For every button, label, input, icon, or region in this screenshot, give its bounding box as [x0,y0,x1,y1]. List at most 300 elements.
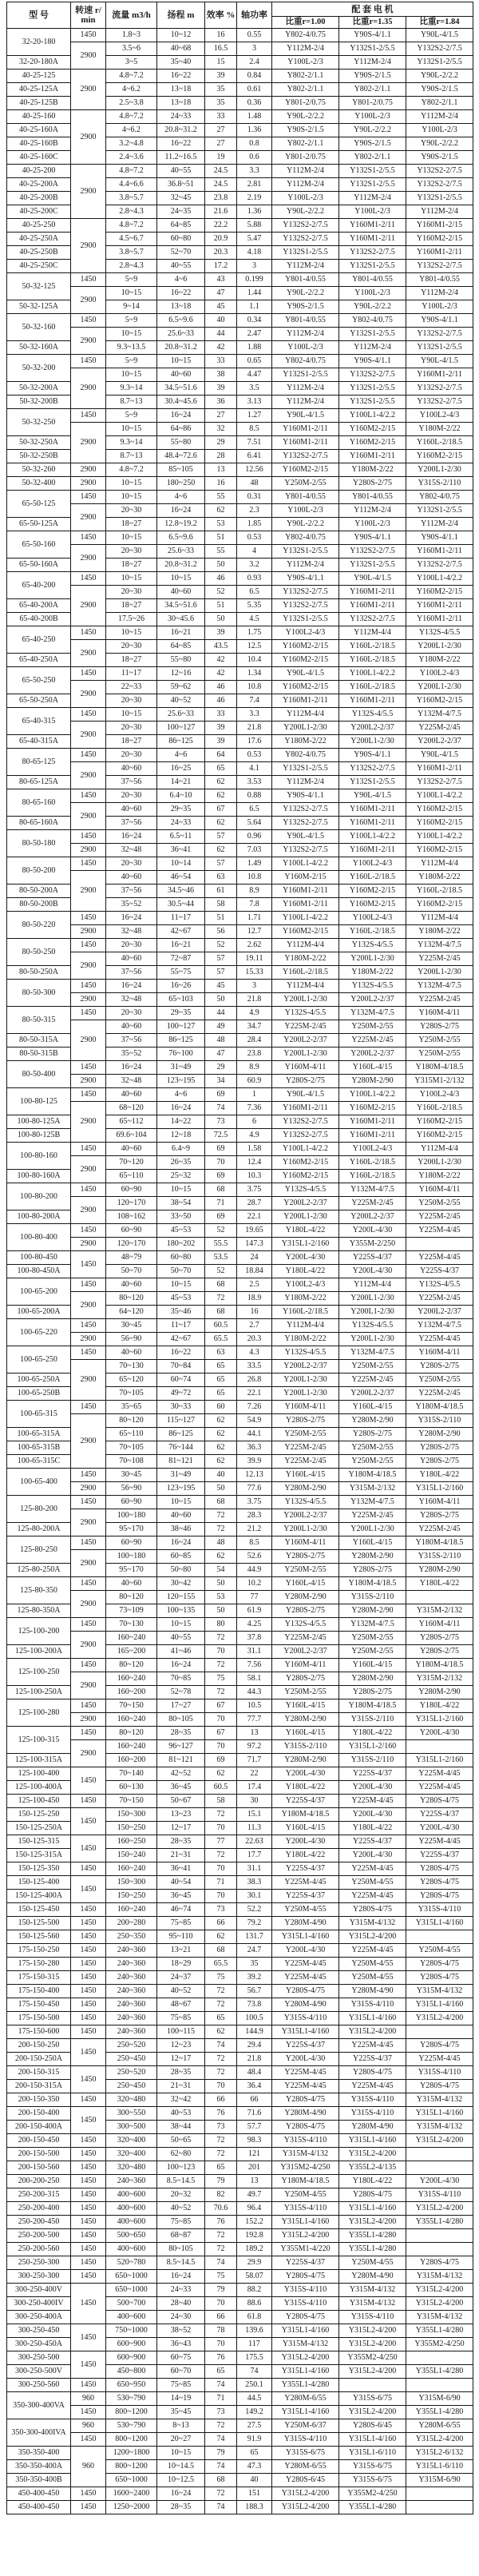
table-row [7,2487,473,2501]
cell-motor-sg100: Y160M2-2/15 [272,654,339,667]
cell-motor-sg184: Y801-4/0.55 [406,273,473,287]
cell-head: 36~41 [157,1862,205,1876]
cell-efficiency: 72 [205,2066,237,2080]
cell-motor-sg100: Y112M-4/4 [272,980,339,993]
cell-head: 25.6~33 [157,708,205,722]
cell-flow: 4~6.2 [106,83,157,97]
cell-speed: 1450 [71,2134,106,2148]
cell-efficiency: 38 [205,368,237,382]
cell-head: 48~67 [157,1998,205,2012]
cell-efficiency: 52 [205,1224,237,1238]
cell-flow: 30~45 [106,1319,157,1333]
cell-head: 100~127 [157,722,205,735]
table-row [7,2148,473,2161]
cell-model: 200-200-250 [7,2175,71,2188]
cell-flow: 108~162 [106,1210,157,1224]
cell-flow: 400~600 [106,2311,157,2324]
cell-head: 35~46 [157,1306,205,1319]
cell-flow: 35~65 [106,1401,157,1414]
cell-head: 46~54 [157,871,205,885]
table-row [7,110,473,124]
table-row [7,1007,473,1020]
cell-motor-sg184: Y315S-2/110 [406,477,473,491]
cell-model: 250-200-450 [7,2216,71,2229]
cell-shaft-power: 10.2 [237,1577,272,1591]
cell-motor-sg135: Y90S-4/1.1 [339,531,406,545]
cell-motor-sg184: Y315S-2/110 [406,1550,473,1564]
cell-speed: 1450 [71,2188,106,2202]
table-row [7,762,473,776]
cell-shaft-power: 15.33 [237,966,272,980]
cell-efficiency: 51 [205,531,237,545]
cell-efficiency: 28 [205,450,237,463]
table-row [7,681,473,694]
cell-motor-sg100: Y225S-4/37 [272,1862,339,1876]
cell-model: 80-50-400 [7,1061,71,1088]
cell-model: 125-80-200A [7,1523,71,1536]
cell-efficiency: 72 [205,1998,237,2012]
cell-motor-sg135: Y225M-2/45 [339,1373,406,1387]
table-row [7,939,473,952]
cell-head: 16~24 [157,409,205,423]
cell-speed: 1450 [71,2284,106,2324]
cell-speed: 1450 [71,1577,106,1591]
cell-flow: 2.5~3.8 [106,97,157,110]
cell-motor-sg135: Y112M-2/4 [339,56,406,70]
cell-shaft-power: 61.8 [237,2311,272,2324]
cell-shaft-power: 3 [237,980,272,993]
cell-motor-sg184: Y160L-2/18.5 [406,885,473,898]
cell-efficiency: 51 [205,912,237,925]
cell-motor-sg100: Y315S-4/110 [272,2284,339,2297]
cell-motor-sg100: Y802-4/0.75 [272,749,339,762]
cell-model: 125-100-250A [7,1686,71,1699]
cell-flow: 60~90 [106,1183,157,1197]
cell-motor-sg135: Y355M-2/250 [339,1238,406,1251]
cell-flow: 20~30 [106,789,157,803]
cell-speed: 1450 [71,1699,106,1713]
cell-head: 6.4~9 [157,1143,205,1156]
cell-efficiency: 68 [205,2474,237,2487]
table-row [7,2216,473,2229]
table-row [7,1143,473,1156]
cell-flow: 10~15 [106,572,157,586]
cell-flow: 3.5~6 [106,42,157,56]
cell-flow: 65~110 [106,1428,157,1441]
cell-flow: 165~200 [106,1645,157,1659]
table-row [7,2270,473,2284]
cell-flow: 650~1000 [106,2284,157,2297]
cell-head: 76~100 [157,1047,205,1061]
cell-motor-sg100: Y180L-4/22 [272,1781,339,1795]
cell-efficiency: 74 [205,1102,237,1115]
cell-motor-sg100: Y160L-4/15 [272,1727,339,1740]
col-header-model: 型 号 [7,2,71,29]
cell-model: 100-80-450A [7,1265,71,1278]
cell-speed: 1450 [71,1944,106,1958]
cell-motor-sg184: Y315L2-6/132 [406,2447,473,2460]
cell-motor-sg100: Y315S-4/110 [272,2012,339,2025]
cell-motor-sg100: Y112M-4/4 [272,1319,339,1333]
cell-flow: 60~90 [106,1224,157,1238]
cell-motor-sg100: Y225M-2/45 [272,1020,339,1034]
table-row [7,1061,473,1075]
cell-shaft-power: 44.1 [237,1428,272,1441]
cell-motor-sg100: Y200L-4/30 [272,1944,339,1958]
cell-shaft-power: 12.4 [237,1156,272,1170]
cell-flow: 320~400 [106,2148,157,2161]
cell-motor-sg135: Y132M-4/7.5 [339,1346,406,1360]
cell-flow: 240~360 [106,1998,157,2012]
cell-motor-sg184: Y160M1-2/11 [406,545,473,559]
cell-head: 100~135 [157,1604,205,1618]
cell-head: 50~67 [157,1795,205,1808]
cell-motor-sg100: Y250M-4/55 [272,1903,339,1917]
cell-flow: 40~60 [106,1577,157,1591]
cell-shaft-power: 24.7 [237,1944,272,1958]
cell-head: 60~75 [157,2351,205,2365]
cell-motor-sg135: Y160M1-2/11 [339,599,406,613]
cell-model: 80-65-160 [7,789,71,817]
cell-shaft-power: 31.1 [237,1862,272,1876]
cell-efficiency: 39 [205,382,237,396]
cell-motor-sg184: Y355M2-4/250 [406,2338,473,2351]
cell-shaft-power: 188.3 [237,2501,272,2514]
cell-motor-sg100: Y160M2-2/15 [272,1170,339,1183]
cell-motor-sg100: Y160L-4/15 [272,1577,339,1591]
cell-efficiency: 50 [205,1482,237,1496]
cell-head: 59~62 [157,681,205,694]
cell-motor-sg135: Y160M1-2/11 [339,694,406,708]
cell-head: 60~70 [157,2365,205,2379]
cell-flow: 200~280 [106,1917,157,1930]
cell-flow: 32~48 [106,1075,157,1088]
cell-motor-sg184: Y315M-4/132 [406,2270,473,2284]
cell-motor-sg100: Y112M-2/4 [272,776,339,789]
cell-flow: 160~240 [106,1672,157,1686]
cell-motor-sg135: Y280S-4/75 [339,2066,406,2080]
cell-model: 300-250-300 [7,2270,71,2284]
cell-efficiency: 77 [205,1835,237,1849]
cell-speed: 1450 [71,355,106,368]
cell-head: 86~125 [157,1428,205,1441]
cell-flow: 70~130 [106,1618,157,1632]
pump-spec-table [6,2,473,2514]
cell-motor-sg100: Y315M-4/132 [272,2148,339,2161]
table-row [7,980,473,993]
table-row [7,1469,473,1482]
cell-model: 65-40-250 [7,626,71,654]
cell-shaft-power: 1.85 [237,518,272,531]
cell-model: 50-32-400 [7,477,71,491]
cell-flow: 160~240 [106,1862,157,1876]
cell-motor-sg100: Y280S-6/45 [272,2474,339,2487]
cell-flow: 80~120 [106,1727,157,1740]
cell-flow: 240~360 [106,1958,157,1971]
cell-model: 300-250-450A [7,2338,71,2351]
cell-speed: 1450 [71,2066,106,2093]
cell-speed: 2900 [71,1672,106,1699]
cell-flow: 530~790 [106,2419,157,2433]
cell-head: 115~127 [157,1414,205,1428]
cell-head: 38~44 [157,2121,205,2134]
cell-shaft-power: 48.4 [237,2066,272,2080]
cell-shaft-power: 1.27 [237,409,272,423]
cell-motor-sg184: Y132S2-2/7.5 [406,559,473,572]
cell-shaft-power: 28.4 [237,1034,272,1047]
cell-head: 10~15 [157,572,205,586]
cell-motor-sg100: Y160M1-2/11 [272,1102,339,1115]
cell-speed: 1450 [71,1985,106,1998]
cell-motor-sg100: Y315S-4/110 [272,2433,339,2447]
cell-motor-sg184: Y315S-2/110 [406,1414,473,1428]
cell-flow: 11~17 [106,667,157,681]
table-row [7,1591,473,1604]
cell-speed: 1450 [71,2487,106,2501]
cell-speed: 1450 [71,2379,106,2392]
cell-flow: 1600~2400 [106,2487,157,2501]
cell-shaft-power: 1.71 [237,912,272,925]
cell-efficiency: 60.5 [205,1319,237,1333]
cell-motor-sg184: Y225M-4/45 [406,1781,473,1795]
cell-motor-sg135: Y225M-4/45 [339,1862,406,1876]
cell-motor-sg100: Y132S2-2/7.5 [272,1115,339,1129]
cell-model: 350-350-400B [7,2474,71,2487]
cell-model: 50-32-160A [7,341,71,355]
cell-model: 450-400-450 [7,2501,71,2514]
cell-model: 125-100-400 [7,1767,71,1781]
table-row [7,368,473,382]
cell-motor-sg100: Y200L-4/30 [272,1835,339,1849]
cell-flow: 20~30 [106,939,157,952]
cell-flow: 37~56 [106,966,157,980]
table-header [7,2,473,29]
cell-motor-sg100: Y280S-2/75 [272,1414,339,1428]
cell-speed: 1450 [71,2351,106,2379]
cell-flow: 10~15 [106,477,157,491]
cell-shaft-power: 0.8 [237,137,272,151]
cell-head: 24~33 [157,817,205,830]
cell-shaft-power: 52.6 [237,1550,272,1564]
cell-head: 100~115 [157,2025,205,2039]
cell-head: 40~55 [157,165,205,178]
cell-head: 75~85 [157,2012,205,2025]
table-row [7,2134,473,2148]
cell-shaft-power: 1.44 [237,287,272,300]
cell-speed: 2900 [71,1075,106,1088]
cell-flow: 650~950 [106,2379,157,2392]
table-row [7,314,473,328]
cell-efficiency: 69 [205,1143,237,1156]
cell-head: 62~80 [157,2148,205,2161]
cell-head: 64~86 [157,423,205,436]
cell-efficiency: 73 [205,2406,237,2419]
cell-motor-sg100: Y280S-2/75 [272,1550,339,1564]
cell-speed: 2900 [71,871,106,912]
cell-efficiency: 19 [205,151,237,165]
cell-motor-sg135: Y280M-2/90 [339,1075,406,1088]
cell-motor-sg184: Y280S-4/75 [406,2039,473,2053]
cell-shaft-power: 88.2 [237,2284,272,2297]
cell-motor-sg135: Y132S-4/5.5 [339,1319,406,1333]
cell-motor-sg135: Y200L-4/30 [339,1781,406,1795]
cell-motor-sg135: Y315L1-4/160 [339,2012,406,2025]
cell-head: 28~35 [157,1727,205,1740]
cell-motor-sg100: Y802-4/0.75 [272,29,339,42]
cell-head: 81~121 [157,1754,205,1767]
cell-shaft-power: 4.5 [237,613,272,626]
col-header-motor-sg184: 比重r=1.84 [406,17,473,29]
cell-flow: 8.7~13 [106,396,157,409]
cell-motor-sg135: Y315L2-4/200 [339,2365,406,2379]
cell-efficiency: 44 [205,328,237,341]
cell-efficiency: 70 [205,1713,237,1727]
cell-motor-sg100: Y90S-2/1.5 [272,124,339,137]
cell-efficiency: 53.5 [205,1251,237,1265]
table-row [7,2161,473,2175]
cell-motor-sg135: Y315S-2/110 [339,1754,406,1767]
table-row [7,1550,473,1564]
cell-motor-sg184: Y315M-4/132 [406,2311,473,2324]
cell-motor-sg135: Y225M-4/45 [339,1890,406,1903]
cell-head: 85~105 [157,463,205,477]
cell-motor-sg184: Y132M-4/7.5 [406,980,473,993]
cell-motor-sg184: Y200L-4/30 [406,2175,473,2188]
cell-motor-sg184: Y250M-2/55 [406,1047,473,1061]
cell-head: 34.5~51.6 [157,382,205,396]
cell-motor-sg135: Y250M-4/55 [339,1876,406,1890]
cell-efficiency: 29 [205,1061,237,1075]
cell-shaft-power: 40 [237,2474,272,2487]
table-row [7,165,473,178]
cell-flow: 40~60 [106,1346,157,1360]
cell-head: 16~24 [157,1659,205,1672]
cell-shaft-power: 2.4 [237,56,272,70]
cell-motor-sg100: Y280M-6/55 [272,2460,339,2474]
cell-efficiency: 71 [205,1876,237,1890]
cell-head: 55~80 [157,654,205,667]
cell-motor-sg184: Y355L1-4/280 [406,2324,473,2338]
cell-flow: 240~360 [106,2025,157,2039]
cell-motor-sg135: Y160L-4/15 [339,1061,406,1075]
cell-motor-sg135: Y160L-4/15 [339,1401,406,1414]
cell-motor-sg135: Y132M-4/7.5 [339,1007,406,1020]
cell-motor-sg100: Y280M-2/90 [272,1713,339,1727]
cell-motor-sg184: Y90L-2/2.2 [406,70,473,83]
cell-shaft-power: 4.47 [237,368,272,382]
cell-head: 38~46 [157,1523,205,1536]
cell-motor-sg184: Y160M1-2/15 [406,219,473,233]
cell-flow: 240~360 [106,1944,157,1958]
cell-shaft-power: 0.55 [237,29,272,42]
cell-motor-sg100: Y225S-4/37 [272,1795,339,1808]
cell-model: 100-65-315 [7,1401,71,1428]
cell-flow: 240~360 [106,1971,157,1985]
table-row [7,1795,473,1808]
cell-speed: 1450 [71,1767,106,1795]
cell-flow: 18~27 [106,559,157,572]
cell-efficiency: 79 [205,2284,237,2297]
cell-motor-sg184: Y280M-6/55 [406,2419,473,2433]
cell-flow: 9~14 [106,300,157,314]
cell-motor-sg100: Y132S2-2/7.5 [272,599,339,613]
cell-model: 65-40-200A [7,599,71,613]
cell-motor-sg184: Y280S-2/75 [406,1441,473,1455]
cell-head: 36~45 [157,1890,205,1903]
cell-head: 29~35 [157,1007,205,1020]
cell-shaft-power: 33.5 [237,1360,272,1373]
cell-model: 80-65-125 [7,749,71,776]
cell-shaft-power: 54.9 [237,1414,272,1428]
cell-head: 42~67 [157,1333,205,1346]
cell-motor-sg100: Y90L-4/1.5 [272,1088,339,1102]
cell-head: 50~80 [157,1564,205,1577]
cell-model: 80-50-200 [7,857,71,885]
cell-efficiency: 62 [205,1550,237,1564]
cell-efficiency: 70 [205,1156,237,1170]
cell-head: 24~33 [157,2284,205,2297]
cell-head: 13~18 [157,83,205,97]
cell-motor-sg184: Y160L-2/18.5 [406,1102,473,1115]
cell-motor-sg100: Y280M-2/90 [272,1591,339,1604]
cell-shaft-power: 23.8 [237,1047,272,1061]
cell-motor-sg100: Y315M2-4/250 [272,2161,339,2175]
cell-motor-sg135: Y250M-2/55 [339,1441,406,1455]
cell-head: 60~85 [157,1550,205,1564]
cell-motor-sg135: Y180M-4/18.5 [339,1469,406,1482]
cell-shaft-power: 3.3 [237,708,272,722]
cell-flow: 40~60 [106,1278,157,1292]
cell-model: 200-150-450 [7,2134,71,2148]
cell-flow: 600~900 [106,2338,157,2351]
cell-head: 4~6 [157,273,205,287]
cell-motor-sg135: Y160L-2/18.5 [339,640,406,654]
cell-speed: 2900 [71,70,106,110]
cell-shaft-power: 34.7 [237,1020,272,1034]
cell-motor-sg135: Y100L1-4/2.2 [339,409,406,423]
cell-flow: 150~250 [106,1822,157,1835]
cell-shaft-power: 5.88 [237,219,272,233]
cell-motor-sg135: Y315L2-4/200 [339,2338,406,2351]
cell-motor-sg135: Y180L-4/22 [339,2175,406,2188]
cell-motor-sg135: Y90S-2/1.5 [339,70,406,83]
cell-model: 250-200-500 [7,2229,71,2243]
cell-motor-sg184: Y160M-4/11 [406,1496,473,1509]
cell-motor-sg100: Y160L-2/18.5 [272,1306,339,1319]
cell-motor-sg100: Y315L1-4/160 [272,2025,339,2039]
cell-flow: 800~1200 [106,2406,157,2419]
cell-efficiency: 58 [205,1795,237,1808]
cell-motor-sg184: Y280S-4/75 [406,2080,473,2093]
cell-shaft-power: 22.1 [237,1210,272,1224]
cell-motor-sg184 [406,2501,473,2514]
cell-shaft-power: 0.88 [237,789,272,803]
cell-flow: 70~130 [106,1360,157,1373]
cell-flow: 4.8~7.2 [106,70,157,83]
cell-motor-sg135: Y160L-2/18.5 [339,871,406,885]
cell-head: 21~31 [157,2080,205,2093]
cell-shaft-power: 147.3 [237,1238,272,1251]
cell-speed: 2900 [71,993,106,1007]
cell-efficiency: 46 [205,694,237,708]
cell-head: 11~17 [157,1319,205,1333]
table-row [7,857,473,871]
cell-head: 35~40 [157,56,205,70]
cell-speed: 1450 [71,1007,106,1020]
cell-model: 80-50-300 [7,980,71,1007]
cell-model: 100-65-315C [7,1455,71,1469]
cell-model: 80-65-160A [7,817,71,830]
